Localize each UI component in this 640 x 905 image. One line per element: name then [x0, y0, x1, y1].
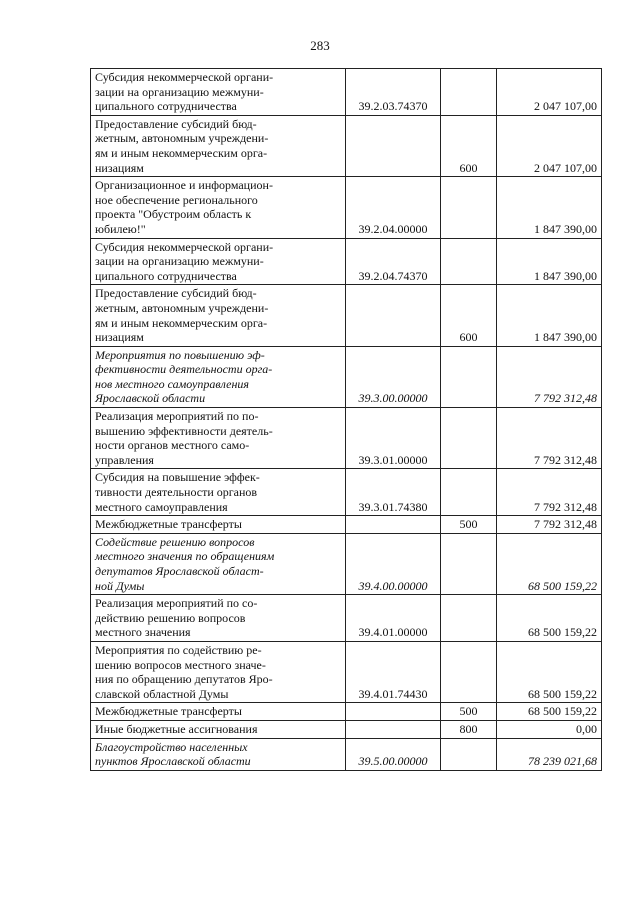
- row-amount-cell: 68 500 159,22: [497, 641, 602, 702]
- row-expense-type-cell: [441, 738, 497, 770]
- row-name-line: Мероприятия по содействию ре-: [95, 642, 262, 657]
- table-row: [91, 346, 602, 407]
- row-name-line: Субсидия некоммерческой органи-: [95, 70, 274, 84]
- row-expense-type-cell: 600: [441, 285, 497, 346]
- row-name-line: проекта "Обустроим область к: [95, 207, 252, 222]
- row-name-line: тивности деятельности органов: [95, 485, 258, 500]
- row-name-cell: [91, 408, 346, 469]
- row-expense-type-cell: [441, 346, 497, 407]
- row-name-cell: [91, 641, 346, 702]
- row-name-line: Межбюджетные трансферты: [95, 704, 242, 719]
- row-code-cell: [346, 115, 441, 176]
- table-row: [91, 69, 602, 116]
- row-name-cell: [91, 595, 346, 642]
- row-name-line: юбилею!": [95, 221, 146, 236]
- row-code-cell: 39.4.01.00000: [346, 595, 441, 642]
- row-name-cell: [91, 69, 346, 116]
- table-row: [91, 720, 602, 738]
- row-name-cell: [91, 738, 346, 770]
- table-row: [91, 533, 602, 594]
- row-expense-type-cell: [441, 408, 497, 469]
- row-amount-cell: 7 792 312,48: [497, 346, 602, 407]
- row-amount-cell: 7 792 312,48: [497, 408, 602, 469]
- row-name-line: ности органов местного само-: [95, 438, 250, 453]
- row-code-cell: 39.5.00.00000: [346, 738, 441, 770]
- row-name-line: зации на организацию межмуни-: [95, 84, 264, 99]
- row-expense-type-cell: 500: [441, 703, 497, 721]
- row-name-cell: [91, 285, 346, 346]
- table-row: [91, 469, 602, 516]
- row-name-line: славской областной Думы: [95, 686, 229, 701]
- row-name-line: Благоустройство населенных: [95, 739, 248, 754]
- row-name-cell: [91, 238, 346, 285]
- table-row: [91, 285, 602, 346]
- row-amount-cell: 7 792 312,48: [497, 469, 602, 516]
- row-name-line: ной Думы: [95, 578, 145, 593]
- row-name-line: местного самоуправления: [95, 499, 228, 514]
- row-name-cell: [91, 177, 346, 238]
- row-name-cell: [91, 720, 346, 738]
- row-name-line: Предоставление субсидий бюд-: [95, 116, 257, 131]
- row-name-line: Межбюджетные трансферты: [95, 517, 242, 532]
- row-name-line: местного значения по обращениям: [95, 549, 275, 564]
- row-name-line: Субсидия на повышение эффек-: [95, 470, 260, 485]
- row-name-line: низациям: [95, 330, 144, 345]
- row-amount-cell: 1 847 390,00: [497, 285, 602, 346]
- row-amount-cell: 68 500 159,22: [497, 533, 602, 594]
- row-expense-type-cell: [441, 69, 497, 116]
- row-name-line: фективности деятельности орга-: [95, 362, 273, 377]
- table-row: [91, 703, 602, 721]
- row-name-line: действию решению вопросов: [95, 610, 246, 625]
- row-expense-type-cell: [441, 595, 497, 642]
- row-code-cell: [346, 703, 441, 721]
- row-name-line: местного значения: [95, 625, 191, 640]
- row-expense-type-cell: 600: [441, 115, 497, 176]
- row-name-line: Иные бюджетные ассигнования: [95, 721, 258, 736]
- row-name-cell: [91, 703, 346, 721]
- table-row: [91, 177, 602, 238]
- row-name-line: Субсидия некоммерческой органи-: [95, 239, 274, 254]
- table-row: [91, 595, 602, 642]
- row-name-line: Содействие решению вопросов: [95, 534, 255, 549]
- row-name-line: Ярославской области: [95, 391, 206, 406]
- table-row: [91, 238, 602, 285]
- row-code-cell: 39.3.01.00000: [346, 408, 441, 469]
- row-code-cell: [346, 285, 441, 346]
- row-code-cell: 39.2.04.74370: [346, 238, 441, 285]
- row-name-line: ям и иным некоммерческим орга-: [95, 145, 268, 160]
- row-name-line: Реализация мероприятий по со-: [95, 596, 258, 611]
- row-amount-cell: 2 047 107,00: [497, 69, 602, 116]
- page-number: 283: [310, 38, 330, 53]
- row-code-cell: [346, 720, 441, 738]
- row-expense-type-cell: 800: [441, 720, 497, 738]
- row-name-line: ципального сотрудничества: [95, 99, 237, 114]
- budget-table-body: [91, 69, 602, 771]
- row-name-line: зации на организацию межмуни-: [95, 254, 264, 269]
- row-amount-cell: 68 500 159,22: [497, 595, 602, 642]
- row-expense-type-cell: [441, 469, 497, 516]
- row-name-cell: [91, 346, 346, 407]
- row-name-line: жетным, автономным учреждени-: [95, 131, 269, 146]
- row-amount-cell: 2 047 107,00: [497, 115, 602, 176]
- row-expense-type-cell: [441, 177, 497, 238]
- row-name-line: управления: [95, 452, 154, 467]
- row-name-line: шению вопросов местного значе-: [95, 657, 266, 672]
- row-name-line: Мероприятия по повышению эф-: [95, 347, 265, 362]
- row-expense-type-cell: [441, 641, 497, 702]
- row-name-cell: [91, 516, 346, 534]
- row-name-line: вышению эффективности деятель-: [95, 423, 273, 438]
- row-amount-cell: 68 500 159,22: [497, 703, 602, 721]
- row-name-line: низациям: [95, 160, 144, 175]
- row-code-cell: 39.4.00.00000: [346, 533, 441, 594]
- row-amount-cell: 78 239 021,68: [497, 738, 602, 770]
- row-name-line: Организационное и информацион-: [95, 178, 273, 193]
- row-code-cell: [346, 516, 441, 534]
- table-row: [91, 115, 602, 176]
- row-name-cell: [91, 469, 346, 516]
- row-name-line: ния по обращению депутатов Яро-: [95, 672, 273, 687]
- row-code-cell: 39.3.01.74380: [346, 469, 441, 516]
- row-expense-type-cell: [441, 238, 497, 285]
- table-row: [91, 738, 602, 770]
- row-name-line: нов местного самоуправления: [95, 376, 249, 391]
- row-name-line: ципального сотрудничества: [95, 268, 237, 283]
- row-code-cell: 39.2.03.74370: [346, 69, 441, 116]
- table-row: [91, 641, 602, 702]
- row-code-cell: 39.2.04.00000: [346, 177, 441, 238]
- row-amount-cell: 1 847 390,00: [497, 177, 602, 238]
- row-name-line: ное обеспечение регионального: [95, 192, 258, 207]
- row-name-line: депутатов Ярославской област-: [95, 564, 264, 578]
- row-name-cell: [91, 115, 346, 176]
- row-expense-type-cell: 500: [441, 516, 497, 534]
- row-name-line: пунктов Ярославской области: [95, 754, 251, 769]
- table-row: [91, 516, 602, 534]
- row-amount-cell: 1 847 390,00: [497, 238, 602, 285]
- row-code-cell: 39.4.01.74430: [346, 641, 441, 702]
- row-code-cell: 39.3.00.00000: [346, 346, 441, 407]
- row-amount-cell: 7 792 312,48: [497, 516, 602, 534]
- row-name-cell: [91, 533, 346, 594]
- budget-table: [90, 68, 602, 771]
- row-name-line: Реализация мероприятий по по-: [95, 409, 259, 424]
- row-name-line: жетным, автономным учреждени-: [95, 300, 269, 315]
- row-amount-cell: 0,00: [497, 720, 602, 738]
- row-name-line: Предоставление субсидий бюд-: [95, 286, 257, 301]
- row-expense-type-cell: [441, 533, 497, 594]
- table-row: [91, 408, 602, 469]
- row-name-line: ям и иным некоммерческим орга-: [95, 315, 268, 330]
